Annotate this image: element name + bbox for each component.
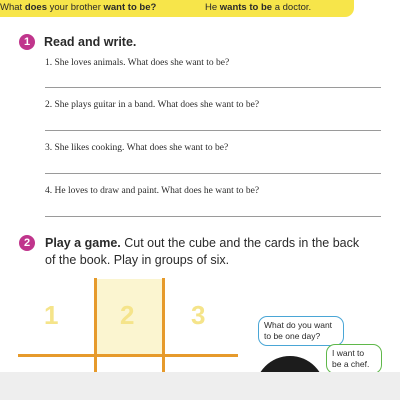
- grid-line-h: [18, 354, 238, 357]
- bubble-question-line-2: to be one day?: [264, 331, 321, 341]
- answer-text: He: [205, 2, 220, 13]
- instruction-line-2: of the book. Play in groups of six.: [45, 253, 230, 267]
- section-2-title: Play a game.: [45, 236, 121, 250]
- example-question: [0, 1, 156, 14]
- section-1-title: Read and write.: [44, 35, 137, 49]
- speech-bubble-question: [258, 316, 344, 346]
- exercise-item-2: 2. She plays guitar in a band. What does she want to be?: [45, 100, 260, 110]
- cube-number-2: 2: [120, 300, 135, 330]
- answer-bold: wants to be: [219, 2, 273, 13]
- question-text: What: [0, 2, 25, 13]
- bubble-answer-line-1: I want to: [332, 348, 365, 358]
- grid-line-v1: [94, 278, 97, 372]
- section-1-badge: 1: [19, 34, 35, 50]
- page-bottom-band: [0, 372, 400, 400]
- section-2-instruction: [45, 236, 359, 250]
- example-banner: [0, 0, 354, 17]
- bubble-question-line-1: What do you want: [264, 320, 333, 330]
- instruction-line-1: Cut out the cube and the cards in the back: [120, 236, 360, 250]
- section-2-badge: 2: [19, 235, 35, 251]
- grid-line-v2: [162, 278, 165, 372]
- exercise-item-4: 4. He loves to draw and paint. What does he want to be?: [45, 186, 260, 196]
- answer-line-3[interactable]: [45, 173, 381, 174]
- answer-line-1[interactable]: [45, 87, 381, 88]
- exercise-item-3: 3. She likes cooking. What does she want to be?: [45, 143, 229, 153]
- answer-text: a doctor.: [272, 2, 312, 13]
- example-answer: [205, 1, 311, 14]
- cube-number-1: 1: [44, 300, 59, 330]
- question-bold: does: [24, 2, 47, 13]
- exercise-item-1: 1. She loves animals. What does she want to be?: [45, 58, 230, 68]
- question-bold: want to be?: [103, 2, 157, 13]
- answer-line-2[interactable]: [45, 130, 381, 131]
- speech-bubble-answer: [326, 344, 382, 374]
- answer-line-4[interactable]: [45, 216, 381, 217]
- cube-number-3: 3: [191, 300, 206, 330]
- question-text: your brother: [47, 2, 104, 13]
- bubble-answer-line-2: be a chef.: [332, 359, 370, 369]
